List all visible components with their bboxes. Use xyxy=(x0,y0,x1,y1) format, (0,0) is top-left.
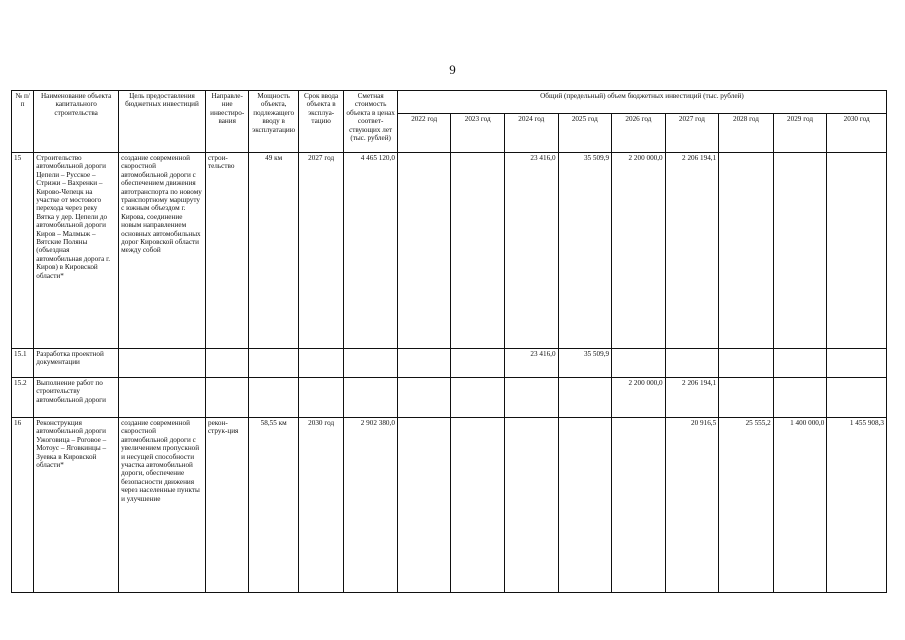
commissioning-deadline: 2027 год xyxy=(298,153,343,349)
header-total: Общий (предельный) объем бюджетных инвестиций (тыс. рублей) xyxy=(397,91,886,114)
year-value xyxy=(665,349,719,378)
year-value: 35 509,9 xyxy=(558,349,612,378)
year-value xyxy=(719,153,774,349)
investment-goal xyxy=(119,378,206,418)
header-year: 2025 год xyxy=(558,114,612,153)
year-value: 23 416,0 xyxy=(505,153,559,349)
year-value xyxy=(773,349,827,378)
object-name: Выполнение работ по строительству автомобильной дороги xyxy=(34,378,119,418)
year-value xyxy=(397,418,451,593)
object-capacity: 58,55 км xyxy=(249,418,299,593)
investment-direction xyxy=(205,349,248,378)
header-year: 2022 год xyxy=(397,114,451,153)
commissioning-deadline xyxy=(298,378,343,418)
year-value xyxy=(558,418,612,593)
header-year: 2028 год xyxy=(719,114,774,153)
header-row xyxy=(12,91,887,114)
year-value: 2 206 194,1 xyxy=(665,378,719,418)
year-value: 20 916,5 xyxy=(665,418,719,593)
header-direction: Направле-ние инвестиро-вания xyxy=(205,91,248,153)
row-number: 15 xyxy=(12,153,34,349)
commissioning-deadline: 2030 год xyxy=(298,418,343,593)
year-value xyxy=(773,153,827,349)
header-goal: Цель предоставления бюджетных инвестиций xyxy=(119,91,206,153)
year-value xyxy=(827,349,887,378)
investment-goal xyxy=(119,349,206,378)
year-value: 25 555,2 xyxy=(719,418,774,593)
table-row xyxy=(12,418,887,593)
estimated-cost xyxy=(344,378,398,418)
table-row xyxy=(12,153,887,349)
investment-goal: создание современной скоростной автомобильной дороги с обеспечением движения автотранспорта по новому транспортному маршруту с южным объездом г. Кирова, соединение новым направлением основных автомобильных дорог Кировской области между собой xyxy=(119,153,206,349)
year-value xyxy=(827,153,887,349)
object-name: Реконструкция автомобильной дороги Ужоговица – Роговое – Мотоус – Яговкинцы – Зуевка в Кировской области* xyxy=(34,418,119,593)
year-value xyxy=(719,378,774,418)
year-value xyxy=(612,418,666,593)
year-value xyxy=(451,153,505,349)
year-value xyxy=(558,378,612,418)
estimated-cost: 4 465 120,0 xyxy=(344,153,398,349)
year-value xyxy=(827,378,887,418)
header-year: 2024 год xyxy=(505,114,559,153)
object-name: Строительство автомобильной дороги Цепели – Русское – Стрижи – Вахренки – Кирово-Чепецк на участке от мостового перехода через реку Вятка у дер. Цепели до автомобильной дороги Киров – Малмыж – Вятские Поляны (объездная автомобильная дорога г. Киров) в Кировской области* xyxy=(34,153,119,349)
year-value xyxy=(719,349,774,378)
header-year: 2026 год xyxy=(612,114,666,153)
year-value xyxy=(451,378,505,418)
year-value xyxy=(773,378,827,418)
header-year: 2030 год xyxy=(827,114,887,153)
year-value xyxy=(612,349,666,378)
object-capacity xyxy=(249,349,299,378)
object-capacity: 49 км xyxy=(249,153,299,349)
header-deadline: Срок ввода объекта в эксплуа-тацию xyxy=(298,91,343,153)
investment-goal: создание современной скоростной автомобильной дороги с увеличением пропускной и несущей способности участка автомобильной дороги, обеспечение безопасности движения через населенные пункты и улучшение xyxy=(119,418,206,593)
investment-direction: строи-тельство xyxy=(205,153,248,349)
header-year: 2023 год xyxy=(451,114,505,153)
header-year: 2027 год xyxy=(665,114,719,153)
table-row xyxy=(12,378,887,418)
year-value: 35 509,9 xyxy=(558,153,612,349)
header-no: № п/п xyxy=(12,91,34,153)
year-value xyxy=(451,418,505,593)
year-value xyxy=(505,418,559,593)
page-number: 9 xyxy=(449,62,456,77)
year-value: 2 206 194,1 xyxy=(665,153,719,349)
object-name: Разработка проектной документации xyxy=(34,349,119,378)
year-value: 2 200 000,0 xyxy=(612,378,666,418)
year-value: 1 455 908,3 xyxy=(827,418,887,593)
header-name: Наименование объекта капитального строительства xyxy=(34,91,119,153)
estimated-cost xyxy=(344,349,398,378)
year-value xyxy=(505,378,559,418)
table-row xyxy=(12,349,887,378)
year-value xyxy=(397,349,451,378)
header-year: 2029 год xyxy=(773,114,827,153)
row-number: 15.2 xyxy=(12,378,34,418)
estimated-cost: 2 902 380,0 xyxy=(344,418,398,593)
year-value xyxy=(397,153,451,349)
year-value: 1 400 000,0 xyxy=(773,418,827,593)
header-cost: Сметная стоимость объекта в ценах соответ-ствующих лет (тыс. рублей) xyxy=(344,91,398,153)
year-value xyxy=(451,349,505,378)
year-value xyxy=(397,378,451,418)
budget-table xyxy=(11,90,887,593)
investment-direction: рекон-струк-ция xyxy=(205,418,248,593)
object-capacity xyxy=(249,378,299,418)
header-capacity: Мощность объекта, подлежащего вводу в эксплуатацию xyxy=(249,91,299,153)
investment-direction xyxy=(205,378,248,418)
row-number: 15.1 xyxy=(12,349,34,378)
year-value: 23 416,0 xyxy=(505,349,559,378)
commissioning-deadline xyxy=(298,349,343,378)
row-number: 16 xyxy=(12,418,34,593)
year-value: 2 200 000,0 xyxy=(612,153,666,349)
